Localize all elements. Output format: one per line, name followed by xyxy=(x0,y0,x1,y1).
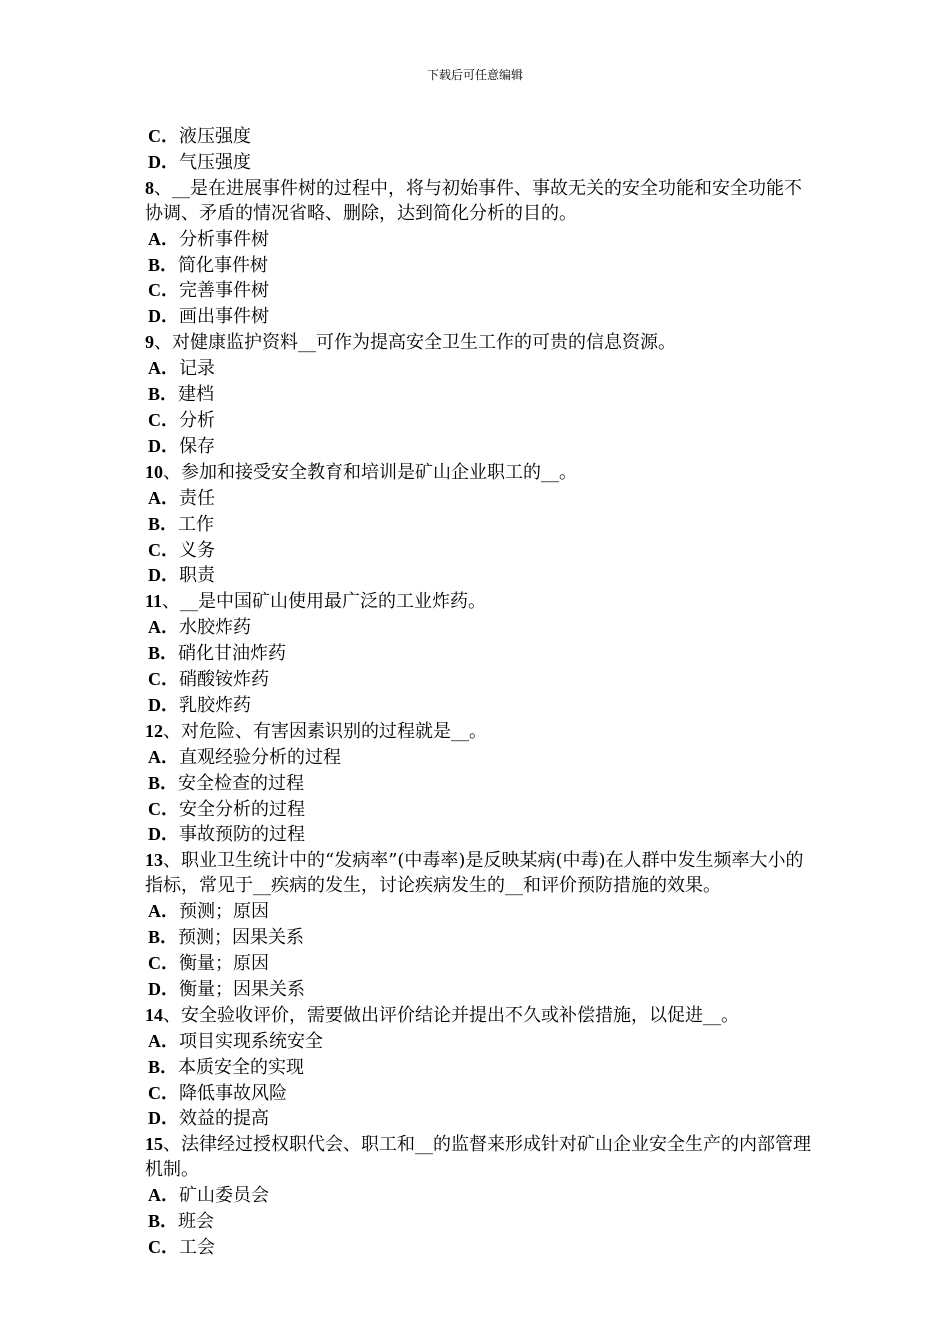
option-text: 工会 xyxy=(179,1236,215,1258)
option-label: B． xyxy=(148,384,179,405)
question-text: 、法律经过授权职代会、职工和__的监督来形成针对矿山企业安全生产的内部管理机制。 xyxy=(145,1134,811,1181)
question-14 xyxy=(145,1003,815,1029)
question-10 xyxy=(145,460,815,486)
option-label: C． xyxy=(148,280,179,301)
option-text: 建档 xyxy=(178,384,215,406)
answer-option xyxy=(145,977,815,1003)
answer-option xyxy=(145,408,815,434)
question-number: 13 xyxy=(145,850,163,871)
question-text: 、对健康监护资料__可作为提高安全卫生工作的可贵的信息资源。 xyxy=(154,332,676,354)
answer-option xyxy=(145,150,815,176)
option-text: 事故预防的过程 xyxy=(179,824,305,846)
option-text: 简化事件树 xyxy=(178,254,269,276)
question-text: 、职业卫生统计中的“发病率”(中毒率)是反映某病(中毒)在人群中发生频率大小的指标，常见于__疾病的发生，讨论疾病发生的__和评价预防措施的效果。 xyxy=(145,850,804,897)
option-label: D． xyxy=(148,151,179,172)
option-text: 液压强度 xyxy=(179,126,251,147)
answer-option xyxy=(145,1055,815,1081)
question-text: 、__是中国矿山使用最广泛的工业炸药。 xyxy=(162,591,487,613)
question-text: 、__是在进展事件树的过程中，将与初始事件、事故无关的安全功能和安全功能不协调、矛盾的情况省略、删除，达到简化分析的目的。 xyxy=(145,177,802,224)
option-text: 分析 xyxy=(179,409,215,431)
question-number: 12 xyxy=(145,720,163,741)
answer-option xyxy=(145,1183,815,1209)
option-label: C． xyxy=(148,409,179,430)
page-header: 下载后可任意编辑 xyxy=(426,68,523,82)
option-label: D． xyxy=(148,694,179,715)
answer-option xyxy=(145,1106,815,1132)
answer-option xyxy=(145,124,815,150)
option-text: 安全分析的过程 xyxy=(179,798,305,820)
option-text: 义务 xyxy=(179,539,215,561)
answer-option xyxy=(145,641,815,667)
answer-option xyxy=(145,538,815,564)
option-label: A． xyxy=(148,358,179,379)
option-text: 衡量；因果关系 xyxy=(179,978,305,1000)
question-text: 、参加和接受安全教育和培训是矿山企业职工的__。 xyxy=(163,461,577,483)
option-text: 画出事件树 xyxy=(179,306,269,328)
option-text: 分析事件树 xyxy=(179,228,269,250)
option-label: B． xyxy=(148,254,179,275)
option-text: 职责 xyxy=(179,565,215,587)
option-text: 降低事故风险 xyxy=(179,1082,287,1104)
option-label: C． xyxy=(148,669,179,690)
question-number: 11 xyxy=(145,591,163,612)
option-text: 班会 xyxy=(178,1211,215,1233)
option-label: A． xyxy=(148,617,179,638)
option-text: 衡量；原因 xyxy=(179,953,269,974)
option-label: A． xyxy=(148,1185,179,1206)
answer-option xyxy=(145,1081,815,1107)
answer-option xyxy=(145,797,815,823)
answer-option xyxy=(145,382,815,408)
answer-option xyxy=(145,951,815,977)
option-label: A． xyxy=(148,1030,179,1051)
question-13 xyxy=(145,848,815,899)
question-15 xyxy=(145,1132,815,1183)
option-label: D． xyxy=(148,978,179,999)
option-text: 记录 xyxy=(179,358,215,380)
answer-option xyxy=(145,1029,815,1055)
question-11 xyxy=(145,589,815,615)
option-label: A． xyxy=(148,901,179,922)
question-list xyxy=(145,124,815,1261)
question-number: 8 xyxy=(145,177,154,198)
option-label: C． xyxy=(148,126,179,146)
option-label: D． xyxy=(148,306,179,327)
option-label: B． xyxy=(148,927,179,948)
option-label: B． xyxy=(148,772,179,793)
option-label: D． xyxy=(148,1108,179,1129)
option-text: 水胶炸药 xyxy=(179,617,251,639)
question-number: 10 xyxy=(145,461,163,482)
option-text: 工作 xyxy=(178,513,215,535)
option-label: B． xyxy=(148,1211,179,1232)
option-text: 效益的提高 xyxy=(179,1108,269,1130)
option-text: 气压强度 xyxy=(179,151,251,173)
answer-option xyxy=(145,486,815,512)
answer-option xyxy=(145,563,815,589)
option-label: D． xyxy=(148,565,179,586)
option-text: 安全检查的过程 xyxy=(178,772,305,794)
option-label: D． xyxy=(148,435,179,456)
answer-option xyxy=(145,356,815,382)
option-label: C． xyxy=(148,539,179,560)
question-8 xyxy=(145,176,815,227)
option-label: A． xyxy=(148,228,179,249)
option-label: A． xyxy=(148,746,179,767)
option-label: C． xyxy=(148,798,179,819)
option-label: C． xyxy=(148,953,179,973)
answer-option xyxy=(145,693,815,719)
option-text: 项目实现系统安全 xyxy=(179,1030,323,1052)
question-12 xyxy=(145,719,815,745)
option-label: A． xyxy=(148,487,179,508)
question-number: 9 xyxy=(145,332,154,353)
answer-option xyxy=(145,253,815,279)
question-number: 15 xyxy=(145,1134,163,1155)
option-text: 乳胶炸药 xyxy=(179,694,251,716)
option-text: 责任 xyxy=(179,487,215,509)
answer-option xyxy=(145,771,815,797)
option-label: B． xyxy=(148,643,179,664)
option-text: 矿山委员会 xyxy=(179,1185,269,1207)
option-label: D． xyxy=(148,824,179,845)
answer-option xyxy=(145,304,815,330)
question-text: 、安全验收评价，需要做出评价结论并提出不久或补偿措施，以促进__。 xyxy=(163,1004,739,1026)
answer-option xyxy=(145,667,815,693)
option-text: 预测；原因 xyxy=(179,901,269,923)
answer-option xyxy=(145,925,815,951)
answer-option xyxy=(145,822,815,848)
option-text: 完善事件树 xyxy=(179,280,269,302)
option-label: C． xyxy=(148,1082,179,1103)
answer-option xyxy=(145,278,815,304)
option-text: 保存 xyxy=(179,435,215,457)
answer-option xyxy=(145,1235,815,1261)
option-label: B． xyxy=(148,1056,179,1077)
option-text: 硝酸铵炸药 xyxy=(179,669,269,691)
option-text: 本质安全的实现 xyxy=(178,1056,305,1078)
answer-option xyxy=(145,615,815,641)
answer-option xyxy=(145,1209,815,1235)
answer-option xyxy=(145,227,815,253)
answer-option xyxy=(145,745,815,771)
option-label: C． xyxy=(148,1236,179,1257)
option-label: B． xyxy=(148,513,179,534)
answer-option xyxy=(145,899,815,925)
option-text: 直观经验分析的过程 xyxy=(179,746,341,768)
question-9 xyxy=(145,330,815,356)
question-number: 14 xyxy=(145,1004,163,1025)
option-text: 预测；因果关系 xyxy=(178,927,305,949)
question-text: 、对危险、有害因素识别的过程就是__。 xyxy=(163,720,487,742)
answer-option xyxy=(145,434,815,460)
option-text: 硝化甘油炸药 xyxy=(178,643,287,665)
answer-option xyxy=(145,512,815,538)
